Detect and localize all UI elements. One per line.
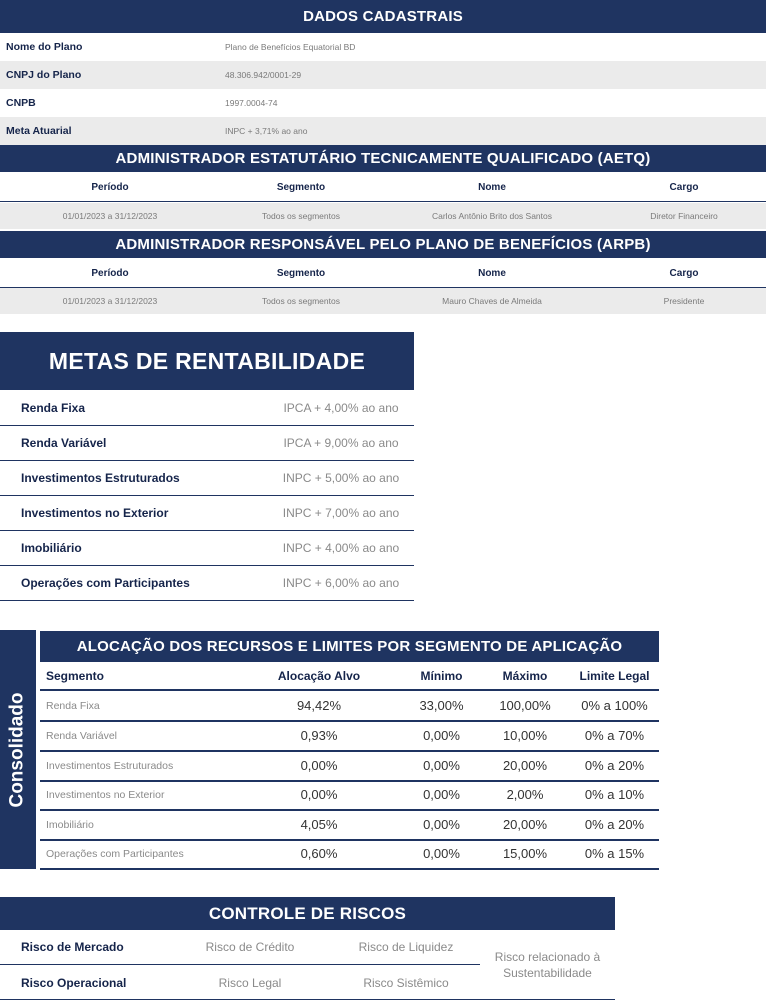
meta-value: IPCA + 9,00% ao ano bbox=[283, 436, 399, 450]
aetq-title: ADMINISTRADOR ESTATUTÁRIO TECNICAMENTE QUALIFICADO (AETQ) bbox=[0, 145, 766, 172]
alocacao-alvo: 4,05% bbox=[300, 817, 338, 833]
alocacao-segmento: Investimentos no Exterior bbox=[46, 788, 165, 801]
alocacao-alvo: 0,60% bbox=[300, 846, 338, 862]
aetq-header-segmento: Segmento bbox=[276, 181, 326, 193]
dados-label: CNPJ do Plano bbox=[6, 69, 82, 81]
dados-value: 48.306.942/0001-29 bbox=[225, 70, 302, 80]
alocacao-minimo: 0,00% bbox=[423, 846, 460, 862]
aetq-header-periodo: Período bbox=[91, 181, 129, 193]
alocacao-maximo: 100,00% bbox=[499, 698, 551, 714]
dados-value: INPC + 3,71% ao ano bbox=[225, 126, 308, 136]
arpb-header-nome: Nome bbox=[478, 267, 506, 279]
arpb-header-segmento: Segmento bbox=[276, 267, 326, 279]
alocacao-row bbox=[40, 781, 659, 811]
aetq-header-cargo: Cargo bbox=[669, 181, 699, 193]
arpb-periodo: 01/01/2023 a 31/12/2023 bbox=[62, 296, 158, 306]
risco-liquidez: Risco de Liquidez bbox=[358, 940, 454, 954]
alocacao-row bbox=[40, 811, 659, 841]
meta-label: Renda Variável bbox=[21, 436, 107, 450]
alocacao-header-minimo: Mínimo bbox=[420, 668, 463, 683]
arpb-data-row bbox=[0, 288, 766, 314]
dados-label: Nome do Plano bbox=[6, 41, 83, 53]
risco-mercado: Risco de Mercado bbox=[21, 940, 124, 954]
aetq-data-row bbox=[0, 203, 766, 229]
alocacao-limite: 0% a 15% bbox=[584, 846, 645, 862]
alocacao-segmento: Operações com Participantes bbox=[46, 847, 184, 860]
alocacao-segmento: Renda Fixa bbox=[46, 699, 100, 712]
alocacao-header-limite: Limite Legal bbox=[579, 668, 650, 683]
meta-row-operacoes-participantes bbox=[0, 566, 414, 601]
alocacao-header-maximo: Máximo bbox=[502, 668, 548, 683]
risco-credito: Risco de Crédito bbox=[205, 940, 295, 954]
meta-row-renda-variavel bbox=[0, 426, 414, 461]
meta-row-investimentos-estruturados bbox=[0, 461, 414, 496]
arpb-header-periodo: Período bbox=[91, 267, 129, 279]
risco-sustentabilidade bbox=[480, 949, 615, 981]
risco-sistemico: Risco Sistêmico bbox=[363, 976, 449, 990]
riscos-row-1 bbox=[0, 930, 480, 965]
alocacao-row bbox=[40, 692, 659, 722]
meta-value: INPC + 5,00% ao ano bbox=[282, 471, 400, 485]
alocacao-header-segmento: Segmento bbox=[46, 668, 105, 683]
arpb-nome: Mauro Chaves de Almeida bbox=[442, 296, 542, 306]
dados-label: Meta Atuarial bbox=[6, 125, 72, 137]
dados-cadastrais-title: DADOS CADASTRAIS bbox=[0, 0, 766, 33]
risco-sustentabilidade-line1: Risco relacionado à bbox=[494, 950, 601, 964]
meta-value: IPCA + 4,00% ao ano bbox=[283, 401, 399, 415]
alocacao-minimo: 33,00% bbox=[419, 698, 464, 714]
arpb-header-row bbox=[0, 259, 766, 288]
meta-label: Imobiliário bbox=[21, 541, 82, 555]
meta-row-imobiliario bbox=[0, 531, 414, 566]
alocacao-maximo: 15,00% bbox=[502, 846, 548, 862]
alocacao-row bbox=[40, 840, 659, 870]
meta-value: INPC + 7,00% ao ano bbox=[282, 506, 400, 520]
alocacao-segmento: Investimentos Estruturados bbox=[46, 759, 174, 772]
alocacao-minimo: 0,00% bbox=[423, 728, 460, 744]
alocacao-limite: 0% a 20% bbox=[584, 758, 645, 774]
dados-value: 1997.0004-74 bbox=[225, 98, 278, 108]
alocacao-alvo: 0,00% bbox=[300, 787, 338, 803]
alocacao-header-alvo: Alocação Alvo bbox=[277, 668, 361, 683]
aetq-segmento: Todos os segmentos bbox=[262, 211, 340, 221]
dados-value: Plano de Benefícios Equatorial BD bbox=[225, 42, 356, 52]
meta-value: INPC + 6,00% ao ano bbox=[282, 576, 400, 590]
alocacao-row bbox=[40, 752, 659, 782]
dados-row-cnpb bbox=[0, 89, 766, 117]
meta-row-investimentos-exterior bbox=[0, 496, 414, 531]
meta-row-renda-fixa bbox=[0, 391, 414, 426]
alocacao-minimo: 0,00% bbox=[423, 758, 460, 774]
alocacao-alvo: 0,93% bbox=[300, 728, 338, 744]
alocacao-maximo: 20,00% bbox=[502, 817, 548, 833]
dados-row-nome-plano bbox=[0, 33, 766, 61]
alocacao-limite: 0% a 70% bbox=[584, 728, 645, 744]
alocacao-minimo: 0,00% bbox=[423, 817, 460, 833]
metas-title: METAS DE RENTABILIDADE bbox=[0, 332, 414, 390]
aetq-nome: Carlos Antônio Brito dos Santos bbox=[431, 211, 552, 221]
alocacao-title: ALOCAÇÃO DOS RECURSOS E LIMITES POR SEGMENTO DE APLICAÇÃO bbox=[40, 631, 659, 662]
alocacao-limite: 0% a 100% bbox=[581, 698, 648, 714]
arpb-segmento: Todos os segmentos bbox=[262, 296, 340, 306]
meta-label: Investimentos no Exterior bbox=[21, 506, 169, 520]
meta-label: Investimentos Estruturados bbox=[21, 471, 180, 485]
aetq-header-nome: Nome bbox=[478, 181, 506, 193]
arpb-title: ADMINISTRADOR RESPONSÁVEL PELO PLANO DE BENEFÍCIOS (ARPB) bbox=[0, 231, 766, 258]
aetq-header-row bbox=[0, 173, 766, 202]
alocacao-alvo: 0,00% bbox=[300, 758, 338, 774]
meta-value: INPC + 4,00% ao ano bbox=[282, 541, 400, 555]
alocacao-maximo: 20,00% bbox=[502, 758, 548, 774]
alocacao-row bbox=[40, 722, 659, 752]
dados-label: CNPB bbox=[6, 97, 36, 109]
risco-operacional: Risco Operacional bbox=[21, 976, 127, 990]
risco-legal: Risco Legal bbox=[218, 976, 282, 990]
alocacao-limite: 0% a 10% bbox=[584, 787, 645, 803]
aetq-cargo: Diretor Financeiro bbox=[650, 211, 718, 221]
consolidado-side-label bbox=[0, 630, 36, 869]
alocacao-segmento: Imobiliário bbox=[46, 818, 94, 831]
alocacao-segmento: Renda Variável bbox=[46, 729, 118, 742]
aetq-periodo: 01/01/2023 a 31/12/2023 bbox=[62, 211, 158, 221]
alocacao-maximo: 10,00% bbox=[502, 728, 548, 744]
riscos-title: CONTROLE DE RISCOS bbox=[0, 897, 615, 930]
meta-label: Operações com Participantes bbox=[21, 576, 190, 590]
alocacao-maximo: 2,00% bbox=[506, 787, 544, 803]
dados-row-cnpj bbox=[0, 61, 766, 89]
alocacao-limite: 0% a 20% bbox=[584, 817, 645, 833]
arpb-cargo: Presidente bbox=[663, 296, 705, 306]
consolidado-text: Consolidado bbox=[7, 691, 28, 808]
risco-sustentabilidade-line2: Sustentabilidade bbox=[503, 966, 592, 980]
alocacao-alvo: 94,42% bbox=[296, 698, 342, 714]
meta-label: Renda Fixa bbox=[21, 401, 86, 415]
alocacao-header-row bbox=[40, 662, 659, 691]
alocacao-minimo: 0,00% bbox=[423, 787, 460, 803]
arpb-header-cargo: Cargo bbox=[669, 267, 699, 279]
dados-row-meta-atuarial bbox=[0, 117, 766, 145]
